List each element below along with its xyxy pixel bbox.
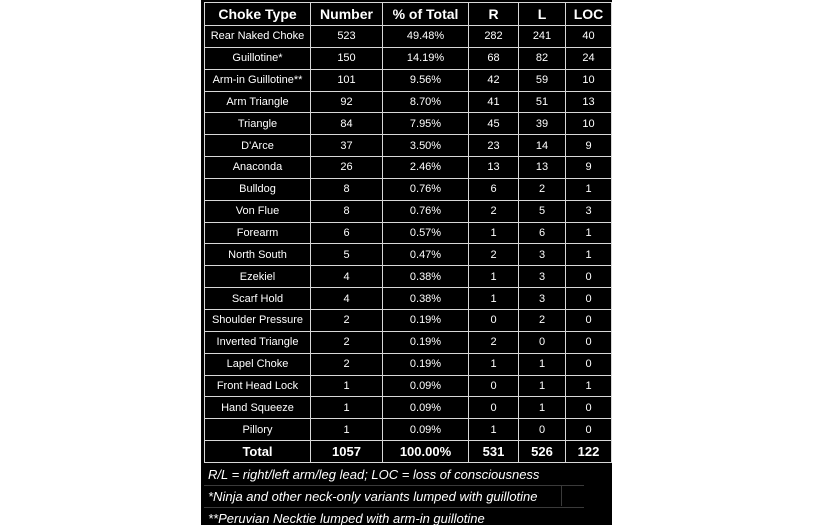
r-cell: 0 bbox=[469, 309, 519, 331]
r-cell: 13 bbox=[469, 157, 519, 179]
r-cell: 45 bbox=[469, 113, 519, 135]
table-row bbox=[205, 331, 612, 353]
number-cell: 26 bbox=[311, 157, 383, 179]
guillotine-footnote: *Ninja and other neck-only variants lumped with guillotine bbox=[204, 486, 584, 508]
choke-type-cell: Guillotine* bbox=[205, 47, 311, 69]
percent-cell: 2.46% bbox=[383, 157, 469, 179]
l-cell: 0 bbox=[519, 419, 566, 441]
percent-cell: 0.76% bbox=[383, 178, 469, 200]
loc-cell: 13 bbox=[566, 91, 612, 113]
l-cell: 3 bbox=[519, 244, 566, 266]
loc-cell: 0 bbox=[566, 397, 612, 419]
choke-type-table bbox=[204, 2, 612, 463]
choke-type-cell: Scarf Hold bbox=[205, 288, 311, 310]
footnotes bbox=[204, 464, 584, 525]
number-cell: 1 bbox=[311, 397, 383, 419]
choke-type-cell: Shoulder Pressure bbox=[205, 309, 311, 331]
table-row bbox=[205, 222, 612, 244]
arm-in-guillotine-footnote: **Peruvian Necktie lumped with arm-in guillotine bbox=[204, 508, 584, 525]
table-row bbox=[205, 69, 612, 91]
l-cell: 59 bbox=[519, 69, 566, 91]
l-cell: 0 bbox=[519, 331, 566, 353]
percent-cell: 0.19% bbox=[383, 309, 469, 331]
choke-type-cell: Triangle bbox=[205, 113, 311, 135]
r-cell: 2 bbox=[469, 244, 519, 266]
percent-cell: 14.19% bbox=[383, 47, 469, 69]
number-cell: 37 bbox=[311, 135, 383, 157]
number-cell: 8 bbox=[311, 178, 383, 200]
number-cell: 84 bbox=[311, 113, 383, 135]
legend-note: R/L = right/left arm/leg lead; LOC = loss of consciousness bbox=[204, 464, 584, 486]
header-row bbox=[205, 3, 612, 26]
r-cell: 6 bbox=[469, 178, 519, 200]
r-cell: 282 bbox=[469, 26, 519, 48]
l-cell: 82 bbox=[519, 47, 566, 69]
table-body bbox=[205, 26, 612, 441]
choke-type-cell: Bulldog bbox=[205, 178, 311, 200]
l-cell: 241 bbox=[519, 26, 566, 48]
total-row bbox=[205, 441, 612, 463]
number-cell: 5 bbox=[311, 244, 383, 266]
loc-cell: 0 bbox=[566, 331, 612, 353]
total-number: 1057 bbox=[311, 441, 383, 463]
choke-type-cell: Front Head Lock bbox=[205, 375, 311, 397]
table-row bbox=[205, 47, 612, 69]
r-cell: 2 bbox=[469, 200, 519, 222]
loc-cell: 9 bbox=[566, 135, 612, 157]
loc-cell: 24 bbox=[566, 47, 612, 69]
percent-cell: 0.38% bbox=[383, 266, 469, 288]
percent-cell: 9.56% bbox=[383, 69, 469, 91]
percent-cell: 49.48% bbox=[383, 26, 469, 48]
table-row bbox=[205, 375, 612, 397]
number-cell: 4 bbox=[311, 288, 383, 310]
l-cell: 39 bbox=[519, 113, 566, 135]
table-row bbox=[205, 419, 612, 441]
table-row bbox=[205, 288, 612, 310]
r-cell: 1 bbox=[469, 288, 519, 310]
percent-cell: 0.09% bbox=[383, 419, 469, 441]
r-cell: 41 bbox=[469, 91, 519, 113]
l-cell: 2 bbox=[519, 309, 566, 331]
choke-type-cell: Rear Naked Choke bbox=[205, 26, 311, 48]
loc-cell: 40 bbox=[566, 26, 612, 48]
choke-type-cell: Forearm bbox=[205, 222, 311, 244]
l-cell: 3 bbox=[519, 288, 566, 310]
choke-type-cell: Lapel Choke bbox=[205, 353, 311, 375]
percent-cell: 0.19% bbox=[383, 331, 469, 353]
percent-cell: 0.57% bbox=[383, 222, 469, 244]
number-cell: 101 bbox=[311, 69, 383, 91]
percent-cell: 8.70% bbox=[383, 91, 469, 113]
loc-cell: 0 bbox=[566, 288, 612, 310]
total-l: 526 bbox=[519, 441, 566, 463]
header-number: Number bbox=[311, 3, 383, 26]
percent-cell: 0.09% bbox=[383, 397, 469, 419]
loc-cell: 1 bbox=[566, 222, 612, 244]
r-cell: 23 bbox=[469, 135, 519, 157]
number-cell: 8 bbox=[311, 200, 383, 222]
percent-cell: 0.47% bbox=[383, 244, 469, 266]
l-cell: 6 bbox=[519, 222, 566, 244]
number-cell: 1 bbox=[311, 375, 383, 397]
table-row bbox=[205, 26, 612, 48]
total-percent: 100.00% bbox=[383, 441, 469, 463]
table-row bbox=[205, 157, 612, 179]
choke-type-cell: Arm Triangle bbox=[205, 91, 311, 113]
choke-type-cell: Inverted Triangle bbox=[205, 331, 311, 353]
r-cell: 1 bbox=[469, 222, 519, 244]
total-label: Total bbox=[205, 441, 311, 463]
l-cell: 1 bbox=[519, 375, 566, 397]
loc-cell: 1 bbox=[566, 244, 612, 266]
loc-cell: 10 bbox=[566, 69, 612, 91]
r-cell: 1 bbox=[469, 419, 519, 441]
header-choke-type: Choke Type bbox=[205, 3, 311, 26]
table-row bbox=[205, 244, 612, 266]
choke-type-cell: Pillory bbox=[205, 419, 311, 441]
number-cell: 2 bbox=[311, 331, 383, 353]
table-row bbox=[205, 353, 612, 375]
table-row bbox=[205, 200, 612, 222]
loc-cell: 1 bbox=[566, 178, 612, 200]
r-cell: 1 bbox=[469, 353, 519, 375]
header-l: L bbox=[519, 3, 566, 26]
choke-type-cell: D'Arce bbox=[205, 135, 311, 157]
loc-cell: 0 bbox=[566, 266, 612, 288]
choke-type-cell: Von Flue bbox=[205, 200, 311, 222]
table-row bbox=[205, 91, 612, 113]
r-cell: 0 bbox=[469, 375, 519, 397]
number-cell: 6 bbox=[311, 222, 383, 244]
r-cell: 68 bbox=[469, 47, 519, 69]
l-cell: 51 bbox=[519, 91, 566, 113]
choke-type-cell: Arm-in Guillotine** bbox=[205, 69, 311, 91]
choke-type-cell: Hand Squeeze bbox=[205, 397, 311, 419]
total-r: 531 bbox=[469, 441, 519, 463]
loc-cell: 3 bbox=[566, 200, 612, 222]
r-cell: 0 bbox=[469, 397, 519, 419]
l-cell: 1 bbox=[519, 397, 566, 419]
table-row bbox=[205, 135, 612, 157]
loc-cell: 0 bbox=[566, 353, 612, 375]
loc-cell: 10 bbox=[566, 113, 612, 135]
percent-cell: 3.50% bbox=[383, 135, 469, 157]
l-cell: 14 bbox=[519, 135, 566, 157]
l-cell: 5 bbox=[519, 200, 566, 222]
table-panel bbox=[201, 0, 612, 525]
choke-type-cell: North South bbox=[205, 244, 311, 266]
number-cell: 1 bbox=[311, 419, 383, 441]
loc-cell: 0 bbox=[566, 309, 612, 331]
percent-cell: 0.09% bbox=[383, 375, 469, 397]
table-row bbox=[205, 266, 612, 288]
l-cell: 3 bbox=[519, 266, 566, 288]
table-row bbox=[205, 397, 612, 419]
r-cell: 2 bbox=[469, 331, 519, 353]
number-cell: 4 bbox=[311, 266, 383, 288]
choke-type-cell: Ezekiel bbox=[205, 266, 311, 288]
header-percent-of-total: % of Total bbox=[383, 3, 469, 26]
percent-cell: 0.76% bbox=[383, 200, 469, 222]
l-cell: 2 bbox=[519, 178, 566, 200]
header-r: R bbox=[469, 3, 519, 26]
r-cell: 42 bbox=[469, 69, 519, 91]
number-cell: 2 bbox=[311, 353, 383, 375]
table-row bbox=[205, 178, 612, 200]
number-cell: 92 bbox=[311, 91, 383, 113]
loc-cell: 1 bbox=[566, 375, 612, 397]
choke-type-cell: Anaconda bbox=[205, 157, 311, 179]
number-cell: 150 bbox=[311, 47, 383, 69]
percent-cell: 7.95% bbox=[383, 113, 469, 135]
number-cell: 2 bbox=[311, 309, 383, 331]
table-row bbox=[205, 309, 612, 331]
l-cell: 1 bbox=[519, 353, 566, 375]
l-cell: 13 bbox=[519, 157, 566, 179]
percent-cell: 0.38% bbox=[383, 288, 469, 310]
table-row bbox=[205, 113, 612, 135]
loc-cell: 9 bbox=[566, 157, 612, 179]
total-loc: 122 bbox=[566, 441, 612, 463]
number-cell: 523 bbox=[311, 26, 383, 48]
percent-cell: 0.19% bbox=[383, 353, 469, 375]
r-cell: 1 bbox=[469, 266, 519, 288]
loc-cell: 0 bbox=[566, 419, 612, 441]
header-loc: LOC bbox=[566, 3, 612, 26]
